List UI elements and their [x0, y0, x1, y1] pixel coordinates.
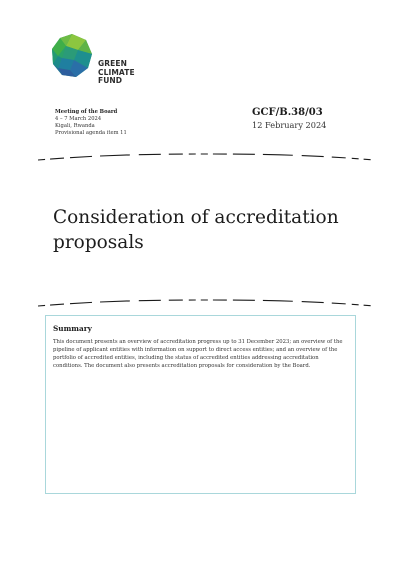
dashed-wave-rule-top: [38, 151, 374, 163]
agenda-item: Provisional agenda item 11: [55, 130, 127, 137]
summary-heading: Summary: [53, 324, 92, 333]
summary-box: [45, 315, 356, 494]
meeting-name: Meeting of the Board: [55, 109, 118, 115]
document-date: 12 February 2024: [252, 120, 327, 130]
logo-wordmark: GREEN CLIMATE FUND: [98, 59, 135, 85]
dashed-wave-rule-bottom: [38, 297, 374, 309]
document-number: GCF/B.38/03: [252, 107, 323, 118]
document-title: Consideration of accreditation proposals: [53, 207, 339, 253]
summary-text: This document presents an overview of accreditation progress up to 31 December 2023; an overview of the pipeline of applicant entities with information on support to direct access entities; and an overview of the portfolio of accredited entities, including the status of accredited entities addressing accreditation conditions. The document also presents accreditation proposals for consideration by the Board.: [53, 339, 343, 369]
globe-icon: [48, 32, 96, 80]
meeting-dates: 4 – 7 March 2024: [55, 116, 102, 123]
meeting-location: Kigali, Rwanda: [55, 123, 95, 130]
document-info: [252, 106, 372, 131]
meeting-info: [55, 109, 185, 137]
gcf-logo: [48, 32, 148, 92]
